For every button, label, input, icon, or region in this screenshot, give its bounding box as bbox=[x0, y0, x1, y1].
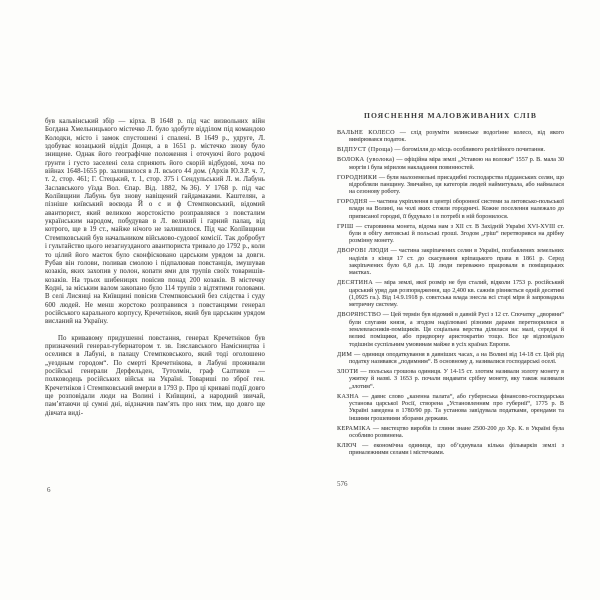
glossary-definition: — польська грошова одиниця. У 14-15 ст. злотим називали золоту монету в ужитку й назві. З 1653 р. почали видавати срібну монету, яку також називали „злотим“. bbox=[349, 368, 564, 390]
glossary-term: КЕРАМІКА bbox=[337, 425, 371, 432]
glossary-definition: — одиниця оподаткування в давніших часах, а на Волині від 14-18 ст. Цей рід податку називався „подимним“. В основному д. називалися господарські оселі. bbox=[349, 351, 564, 365]
glossary-entry bbox=[337, 248, 564, 277]
right-page-number: 576 bbox=[337, 480, 348, 488]
glossary-entry bbox=[337, 175, 564, 197]
glossary-entry bbox=[337, 199, 564, 221]
glossary-term: ЗЛОТИ bbox=[337, 368, 359, 375]
glossary-definition: — богомілля до місць особливого релігійного почитання. bbox=[392, 147, 545, 154]
glossary-term: КАЗНА bbox=[337, 393, 360, 400]
glossary-definition: — Цей термін був відомий в давній Русі з 12 ст. Спочатку „дворяни“ були слугами князя, а згодом наділювані різними дарами перетворилися в землевласників-поміщиків. Ця соціальна верства ділилася на: малі, середні й великі поміщики, або придворну аристократію тощо. Все це відповідало тодішнім суспільним умовинам майже в усіх країнах Европи. bbox=[349, 312, 564, 348]
glossary-entry bbox=[337, 224, 564, 246]
glossary-term: ДВОРЯНСТВО bbox=[337, 312, 382, 319]
glossary-entry bbox=[337, 280, 564, 309]
glossary-term: ВОЛОКА (уволока) bbox=[337, 157, 395, 164]
body-paragraph: був кальвінський збір — кірха. В 1648 р. під час визвольних війн Богдана Хмельницького містечко Л. було здобуте відділом під командою Колодки, місто і замок спустошені і спалені. В 1649 р., удруге, Л. здобуває козацький відділ Донця, а в 1651 р. містечко знову було знищене. Однак його географічне положення і оточуючі його родючі ґрунти і густо заселені села сприяють його скорій відбудові, хоча по війнах 1648-1655 рр. залишилося в Л. всього 44 дом. (Архів Ю.З.Р. ч. 7, т. 2, стор. 461; Г. Стецький, т. 1, стор. 375 і Сендульський Л. м. Лабунь Заславського уїзда Вол. Єпар. Від. 1882, №36). У 1768 р. під час Коліївщини Лабунь був знову навіщений гайдамаками. Каштелян, а пізніше київський воєвода Й о с и ф Стемпковський, відомий авантюрист, який великою жорстокістю розправлявся з повсталим українським народом, побудував в Л. великий і гарний палац, від котрого, ще в 19 ст., майже нічого не залишилося. Під час Коліївщини Стемпковський був начальником військово-судової комісії. Так добробут і гультайство цього незагнузданого авантюриста тривало до 1792 р., коли то цілий його маєток було сконфісковано царським урядом за довги. Рубав він голови, поливав смолою і підпалював повстанців, змушував козаків, яких захопив у полон, копати ями для трупів своїх товаришів-козаків. На трьох шибеницях повісив понад 200 козаків. В містечку Кодні, за міським валом закопано було 114 трупів з відтятими головами. В селі Лисянці на Київщині повісив Стемпковський без слідства і суду 600 людей. Не менш жорстоко розправився з повстанцями генерал російського карального корпусу, Кречетніков, який був царським урядом висланий на Україну. bbox=[45, 118, 265, 326]
glossary-entry bbox=[337, 147, 564, 154]
glossary-definition: — мистецтво виробів із глини знане 2500-200 до Хр. К. в Україні була особливо розвинена. bbox=[349, 425, 564, 439]
glossary-definition: — були малоземельні присадибні господарства підданських селян, що відробляли панщину. Звичайно, ця категорія людей наймитувала, або наймалася на сезонову роботу. bbox=[349, 174, 564, 196]
glossary-term: ДЕСЯТИНА bbox=[337, 280, 373, 287]
glossary-definition: — частина укріплення в центрі оборонної системи за литовсько-польської влади на Волині, на чолі яких стояли городничі. Кожне поселення належало до приписаної городні, її будувало і в потребі в ній боронилося. bbox=[349, 199, 564, 220]
left-page-text bbox=[45, 118, 265, 418]
glossary-entry bbox=[337, 394, 564, 423]
body-paragraph: По кривавому придушенні повстання, генерал Кречетніков був призначений генерал-губернатором т. зв. Ізяславського Намісництва і оселився в Лабуні, в палацу Стемпковського, який тоді оголошено „уездным городом“. По смерті Кречетнікова, в Лабуні проживали російські генерали Дерфельден, Тутолмін, граф Салтиков — полководець російських військ на Україні. Товариші по зброї ген. Кречетніков і Стемпковський вмерли в 1793 р. Про ці криваві події довго ще розповідали люди на Волині і Київщині, а народний звичай, пам’ятаючи ці сумні дні, відзначив пам’ять про них тим, що довго ще дівчата виді- bbox=[45, 334, 265, 417]
glossary-definition: — старовинна монета, відома нам з XII ст. В Західній Україні XVI-XVIII ст. були в обігу литовські й польські гроші. Згодом „гріш“ перетворився на дрібну розмінну монету. bbox=[349, 223, 564, 245]
glossary-title: ПОЯСНЕННЯ МАЛОВЖИВАНИХ СЛІВ bbox=[363, 111, 538, 120]
glossary-term: ДВОРОВІ ЛЮДИ bbox=[337, 248, 389, 255]
glossary-entries bbox=[337, 130, 564, 460]
glossary-term: ДИМ bbox=[337, 351, 353, 358]
glossary-entry bbox=[337, 157, 564, 172]
glossary-entry bbox=[337, 369, 564, 391]
glossary-definition: — давнє слово „казенна палата“, або губернська фінансово-господарська установа царської Росії, створена „Установленням про губернії“, 1775 р. В Україні заведена в 1780/90 рр. Та установа завідувала податками, орендами та іншими грошевими зборами держави. bbox=[349, 393, 564, 422]
glossary-definition: — економічна одиниця, що об’єднувала кілька фільварків землі з приналежними селами і містечками. bbox=[349, 442, 564, 457]
glossary-term: ВІДПУСТ (Проща) bbox=[337, 147, 393, 154]
glossary-term: ГОРОДНЯ bbox=[337, 199, 368, 206]
glossary-entry bbox=[337, 130, 564, 145]
glossary-entry bbox=[337, 352, 564, 367]
glossary-term: ВАЛЬНЕ КОЛЕСО bbox=[337, 130, 395, 136]
glossary-definition: — слід розуміти млинське водогінне колесо, від якого вимірювався податок. bbox=[349, 130, 564, 144]
glossary-definition: — міра землі, якої розмір не був сталий, відколи 1753 р. російський царський уряд дав розпорядження, що 2,400 кв. сажнів рівняється одній десятині (1,0925 га.). Від 14.9.1918 р. совєтська влада знесла всі старі міри й запровадила метричну систему. bbox=[349, 280, 564, 309]
glossary-term: КЛЮЧ bbox=[337, 442, 357, 449]
glossary-term: ГРІШ bbox=[337, 223, 354, 230]
glossary-entry bbox=[337, 443, 564, 458]
glossary-entry bbox=[337, 426, 564, 441]
glossary-term: ГОРОДНИКИ bbox=[337, 174, 378, 181]
glossary-definition: — офіційна міра землі „Уставою на волоки“ 1557 р. В. мала 30 моргів і була мірилом накладання повинностей. bbox=[349, 157, 565, 171]
glossary-definition: — частина закріпачених селян в Україні, позбавлених земельних наділів з кінця 17 ст. до скасування кріпацького права в 1861 р. Серед закріпачених було 6,8 д.л. Ці люди переважно працювали в поміщицьких маєтках. bbox=[349, 248, 564, 277]
left-page-number: 6 bbox=[47, 486, 51, 494]
glossary-entry bbox=[337, 312, 564, 349]
